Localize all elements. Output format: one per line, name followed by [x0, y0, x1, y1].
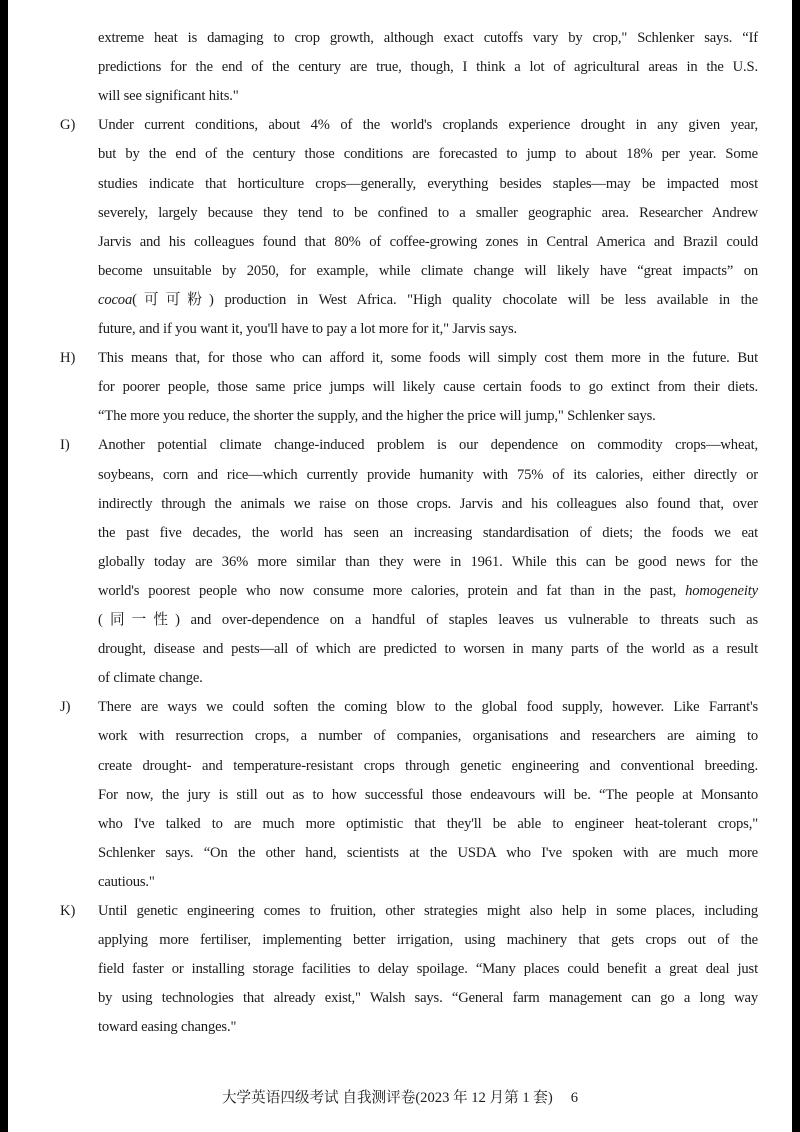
text-line: by using technologies that already exist," Walsh says. “General farm management can go a long way: [98, 990, 758, 1007]
line-text: (可可粉) production in West Africa. "High quality chocolate will be less available in the: [132, 291, 758, 308]
text-line: studies indicate that horticulture crops—generally, everything besides staples—may be impacted most: [98, 175, 758, 192]
text-line: become unsuitable by 2050, for example, while climate change will likely have “great impacts” on: [98, 262, 758, 279]
glossed-term: homogeneity: [685, 582, 758, 599]
text-line: will see significant hits.": [98, 88, 239, 105]
text-line: cautious.": [98, 873, 155, 890]
text-line: Until genetic engineering comes to fruition, other strategies might also help in some places, including: [98, 903, 758, 919]
text-line: for poorer people, those same price jumps will likely cause certain foods to go extinct from their diets.: [98, 379, 758, 396]
glossed-term: cocoa: [98, 291, 133, 308]
text-line: extreme heat is damaging to crop growth, although exact cutoffs vary by crop," Schlenker says. “If: [98, 30, 758, 46]
text-line: predictions for the end of the century are true, though, I think a lot of agricultural areas in the U.S.: [98, 59, 758, 76]
text-line: who I've talked to are much more optimistic that they'll be able to engineer heat-tolerant crops,": [98, 815, 758, 832]
text-line: [98, 577, 758, 606]
text-line: “The more you reduce, the shorter the supply, and the higher the price will jump," Schlenker says.: [98, 408, 656, 425]
text-line: For now, the jury is still out as to how successful those endeavours will be. “The people at Monsanto: [98, 786, 758, 803]
text-line: [98, 286, 758, 315]
text-line: but by the end of the century those conditions are forecasted to jump to about 18% per year. Some: [98, 146, 758, 163]
paragraph-label: K): [60, 903, 76, 919]
page-footer: [8, 1088, 792, 1108]
text-line: create drought- and temperature-resistant crops through genetic engineering and conventional breeding.: [98, 757, 758, 774]
footer-title: 大学英语四级考试 自我测评卷(2023 年 12 月第 1 套): [221, 1090, 553, 1106]
text-line: indirectly through the animals we raise on those crops. Jarvis and his colleagues also found that, over: [98, 495, 758, 512]
text-line: soybeans, corn and rice—which currently provide humanity with 75% of its calories, either directly or: [98, 466, 758, 483]
text-line: Jarvis and his colleagues found that 80% of coffee-growing zones in Central America and Brazil could: [98, 233, 758, 250]
text-line: There are ways we could soften the coming blow to the global food supply, however. Like Farrant's: [98, 699, 758, 716]
text-line: of climate change.: [98, 670, 203, 687]
text-line: globally today are 36% more similar than they were in 1961. While this can be good news for the: [98, 553, 758, 570]
text-line: Another potential climate change-induced problem is our dependence on commodity crops—wheat,: [98, 437, 758, 454]
line-text: world's poorest people who now consume more calories, protein and fat than in the past,: [98, 582, 686, 599]
text-line: severely, largely because they tend to be confined to a smaller geographic area. Researcher Andrew: [98, 204, 758, 221]
paragraph-label: J): [60, 699, 71, 716]
text-line: This means that, for those who can afford it, some foods will simply cost them more in the future. But: [98, 350, 758, 367]
text-line: Schlenker says. “On the other hand, scientists at the USDA who I've spoken with are much more: [98, 844, 758, 861]
text-line: the past five decades, the world has seen an increasing standardisation of diets; the foods we eat: [98, 524, 758, 541]
text-line: drought, disease and pests—all of which are predicted to worsen in many parts of the world as a result: [98, 641, 758, 658]
text-line: toward easing changes.": [98, 1019, 237, 1036]
page-number: 6: [570, 1090, 579, 1106]
paragraph-label: G): [60, 117, 76, 134]
text-line: future, and if you want it, you'll have to pay a lot more for it," Jarvis says.: [98, 321, 518, 337]
paragraph-label: H): [60, 350, 76, 367]
text-line: work with resurrection crops, a number of companies, organisations and researchers are aiming to: [98, 728, 758, 745]
text-line: applying more fertiliser, implementing better irrigation, using machinery that gets crops out of the: [98, 932, 758, 949]
paragraph-label: I): [60, 437, 70, 454]
text-line: field faster or installing storage facilities to delay spoilage. “Many places could benefit a great deal just: [98, 961, 758, 978]
document-page: [8, 0, 792, 1132]
text-line: Under current conditions, about 4% of the world's croplands experience drought in any given year,: [98, 117, 758, 134]
text-line: (同一性) and over-dependence on a handful of staples leaves us vulnerable to threats such as: [98, 612, 758, 628]
